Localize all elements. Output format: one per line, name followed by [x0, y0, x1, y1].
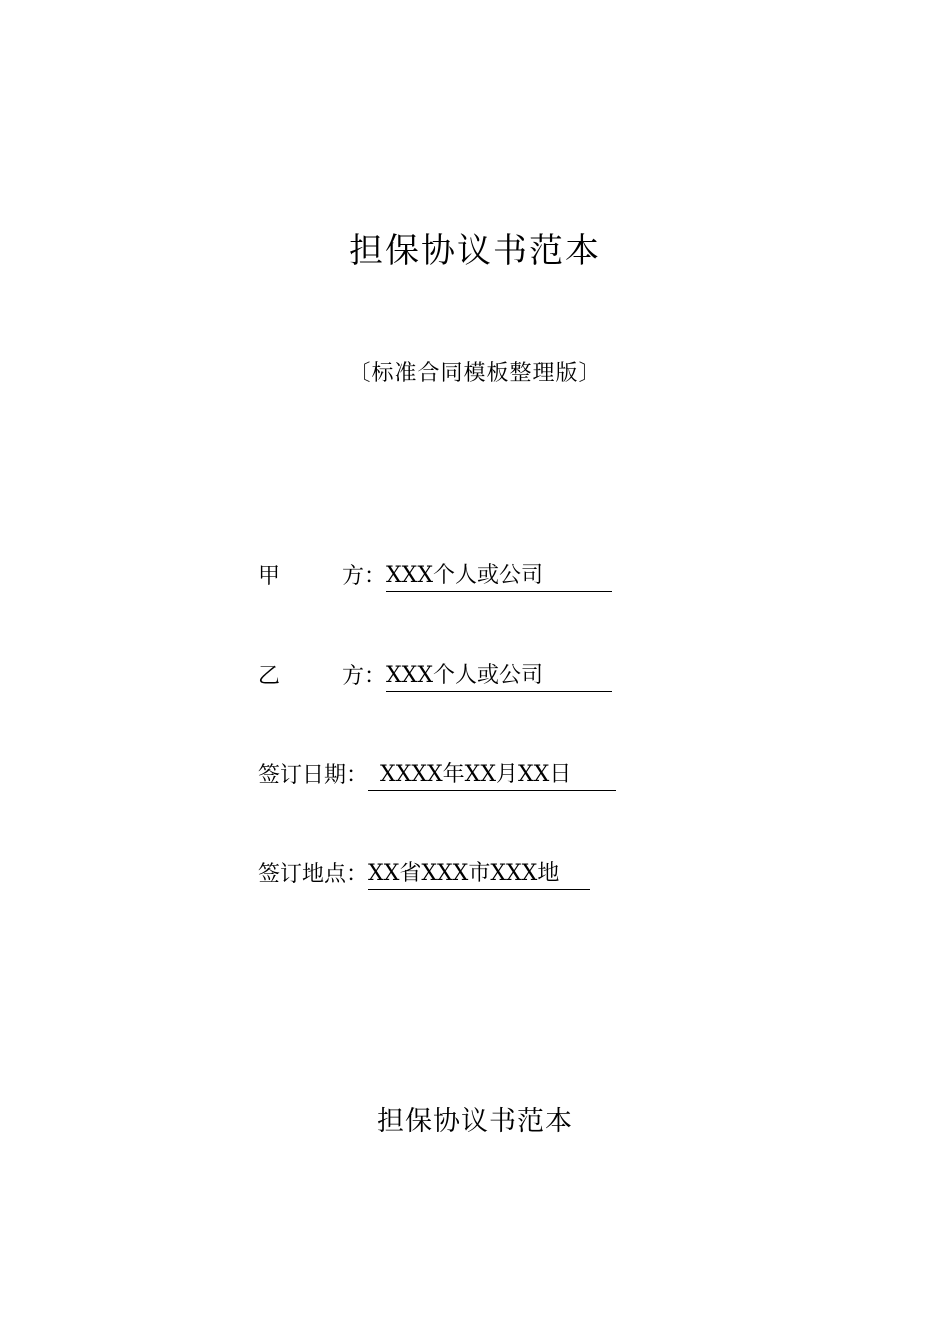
party-a-colon: ：	[364, 564, 387, 589]
party-a-label	[258, 562, 364, 592]
sign-place-row	[258, 856, 590, 890]
sign-place-value: XX省XXX市XXX地	[368, 860, 590, 890]
sign-date-label: 签订日期	[258, 763, 347, 788]
sign-date-value: XXXX年XX月XX日	[368, 761, 616, 791]
body-title: 担保协议书范本	[377, 1106, 573, 1137]
party-b-value: XXX个人或公司	[386, 662, 612, 692]
party-b-label-last: 方	[341, 664, 364, 689]
party-b-row	[258, 658, 612, 692]
party-a-value: XXX个人或公司	[386, 562, 612, 592]
party-b-label-first: 乙	[258, 664, 281, 689]
cover-subtitle: 〔标准合同模板整理版〕	[348, 361, 602, 386]
party-a-label-first: 甲	[258, 564, 281, 589]
party-b-label	[258, 662, 364, 692]
party-a-row	[258, 558, 612, 592]
cover-title: 担保协议书范本	[349, 231, 601, 271]
sign-place-label: 签订地点	[258, 862, 347, 887]
sign-date-colon: ：	[346, 763, 369, 788]
party-a-label-last: 方	[341, 564, 364, 589]
sign-date-row	[258, 757, 616, 791]
party-b-colon: ：	[364, 664, 387, 689]
sign-place-colon: ：	[346, 862, 369, 887]
